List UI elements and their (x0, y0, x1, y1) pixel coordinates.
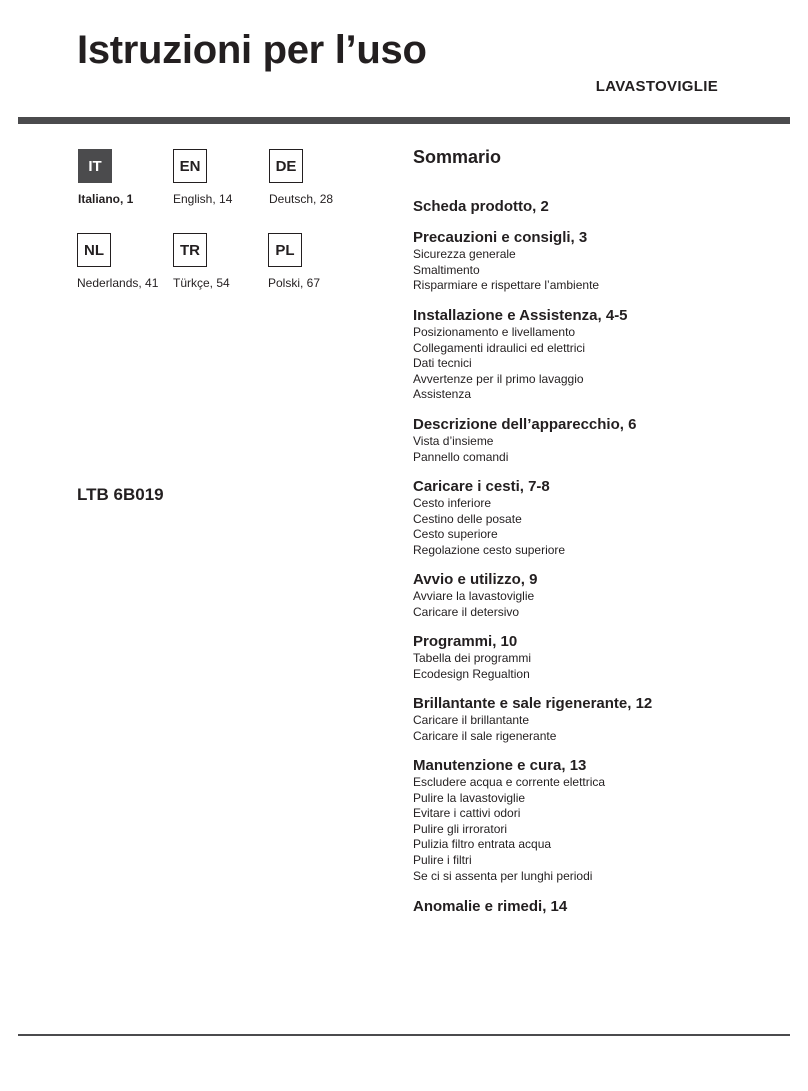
toc-heading[interactable]: Programmi, 10 (413, 633, 518, 650)
toc-heading[interactable]: Installazione e Assistenza, 4-5 (413, 307, 628, 324)
model-number: LTB 6B019 (77, 485, 164, 504)
toc-section-start-use[interactable] (413, 570, 793, 620)
language-code-box[interactable]: EN (173, 149, 207, 183)
language-tr[interactable] (173, 233, 269, 290)
toc-item[interactable]: Avviare la lavastoviglie (413, 589, 535, 603)
language-code-box[interactable]: PL (268, 233, 302, 267)
language-code-box[interactable]: IT (78, 149, 112, 183)
toc-item[interactable]: Cesto superiore (413, 527, 498, 542)
toc-item[interactable]: Risparmiare e rispettare l’ambiente (413, 278, 600, 293)
toc-item[interactable]: Pulire la lavastoviglie (413, 790, 526, 805)
toc-item[interactable]: Tabella dei programmi (413, 651, 532, 665)
toc-section-description[interactable] (413, 415, 793, 465)
toc-item[interactable]: Posizionamento e livellamento (413, 325, 576, 339)
language-caption: Polski, 67 (268, 276, 321, 290)
toc-section-product-sheet[interactable] (413, 197, 793, 216)
toc-item[interactable]: Dati tecnici (413, 356, 472, 371)
language-nl[interactable] (77, 233, 173, 290)
toc-item[interactable]: Vista d’insieme (413, 434, 494, 448)
toc-section-programs[interactable] (413, 632, 793, 682)
header-divider (18, 117, 790, 124)
toc-section-troubleshooting[interactable] (413, 897, 793, 916)
toc-section-maintenance[interactable] (413, 756, 793, 884)
toc-section-loading-racks[interactable] (413, 477, 793, 558)
toc-item[interactable]: Ecodesign Regualtion (413, 666, 530, 681)
toc-item[interactable]: Evitare i cattivi odori (413, 806, 521, 821)
language-caption: Türkçe, 54 (173, 276, 230, 290)
language-caption: English, 14 (173, 192, 233, 206)
toc-item[interactable]: Regolazione cesto superiore (413, 542, 566, 557)
toc-heading[interactable]: Descrizione dell’apparecchio, 6 (413, 416, 637, 433)
toc-item[interactable]: Assistenza (413, 387, 472, 402)
toc-item[interactable]: Caricare il brillantante (413, 713, 530, 727)
language-de[interactable] (269, 149, 365, 206)
footer-divider (18, 1034, 790, 1036)
toc-title: Sommario (413, 147, 502, 167)
toc-item[interactable]: Smaltimento (413, 262, 480, 277)
toc-item[interactable]: Collegamenti idraulici ed elettrici (413, 340, 586, 355)
toc-item[interactable]: Caricare il sale rigenerante (413, 728, 557, 743)
language-en[interactable] (173, 149, 269, 206)
toc-item[interactable]: Avvertenze per il primo lavaggio (413, 371, 584, 386)
toc-heading[interactable]: Scheda prodotto, 2 (413, 198, 549, 215)
toc-section-precautions[interactable] (413, 228, 793, 294)
toc-heading[interactable]: Precauzioni e consigli, 3 (413, 229, 588, 246)
toc-heading[interactable]: Manutenzione e cura, 13 (413, 757, 587, 774)
language-caption: Italiano, 1 (78, 192, 134, 206)
toc-section-installation[interactable] (413, 306, 793, 403)
toc-heading[interactable]: Brillantante e sale rigenerante, 12 (413, 695, 653, 712)
product-category: LAVASTOVIGLIE (595, 78, 718, 95)
toc-section-rinse-aid-salt[interactable] (413, 694, 793, 744)
toc-item[interactable]: Se ci si assenta per lunghi periodi (413, 868, 593, 883)
toc-heading[interactable]: Anomalie e rimedi, 14 (413, 898, 568, 915)
toc-item[interactable]: Escludere acqua e corrente elettrica (413, 775, 606, 789)
toc-item[interactable]: Pannello comandi (413, 449, 509, 464)
toc-item[interactable]: Pulire gli irroratori (413, 821, 508, 836)
language-pl[interactable] (268, 233, 364, 290)
language-code-box[interactable]: NL (77, 233, 111, 267)
language-caption: Deutsch, 28 (269, 192, 334, 206)
language-it[interactable] (78, 149, 174, 206)
toc-item[interactable]: Pulizia filtro entrata acqua (413, 837, 552, 852)
toc-item[interactable]: Cestino delle posate (413, 511, 522, 526)
language-code-box[interactable]: TR (173, 233, 207, 267)
toc-item[interactable]: Caricare il detersivo (413, 604, 520, 619)
toc-item[interactable]: Pulire i filtri (413, 852, 472, 867)
toc-heading[interactable]: Caricare i cesti, 7-8 (413, 478, 550, 495)
toc-item[interactable]: Sicurezza generale (413, 247, 516, 261)
language-code-box[interactable]: DE (269, 149, 303, 183)
toc-heading[interactable]: Avvio e utilizzo, 9 (413, 571, 538, 588)
page-title: Istruzioni per l’uso (77, 28, 427, 72)
toc-item[interactable]: Cesto inferiore (413, 496, 492, 510)
language-caption: Nederlands, 41 (77, 276, 159, 290)
